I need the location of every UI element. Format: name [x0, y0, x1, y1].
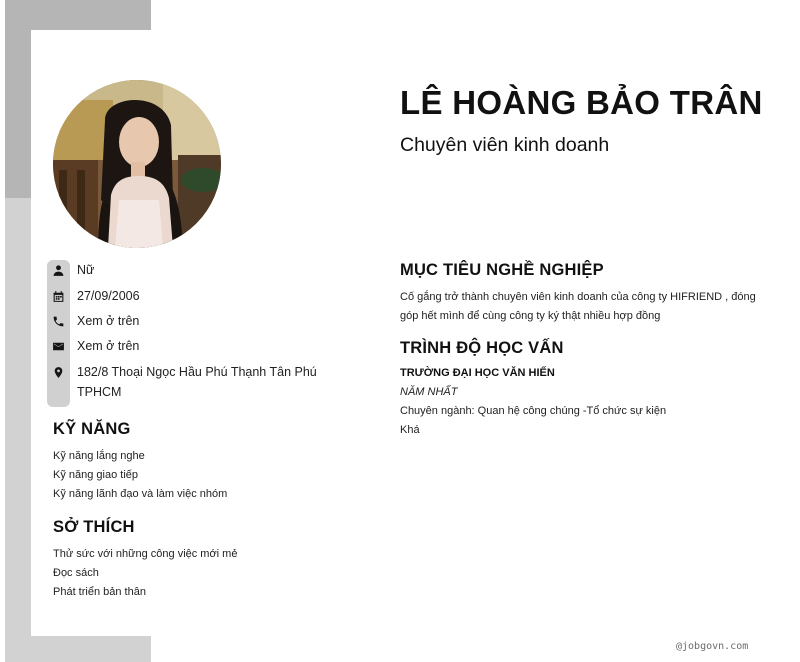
skill-item: Kỹ năng lắng nghe: [53, 450, 145, 462]
hobby-item: Thử sức với những công việc mới mẻ: [53, 548, 238, 560]
school-name: TRƯỜNG ĐẠI HỌC VĂN HIẾN: [400, 367, 555, 379]
hobbies-heading: SỞ THÍCH: [53, 518, 135, 536]
job-title: Chuyên viên kinh doanh: [400, 134, 610, 156]
grade-text: Khá: [400, 424, 420, 436]
address-text-line2: TPHCM: [77, 385, 122, 399]
avatar: [53, 80, 221, 248]
phone-icon: [50, 313, 67, 330]
major-text: Chuyên ngành: Quan hệ công chúng -Tổ chức sự kiện: [400, 405, 667, 417]
watermark: @jobgovn.com: [676, 641, 749, 652]
mail-icon: [50, 338, 67, 355]
avatar-photo: [53, 80, 221, 248]
birthdate-text: 27/09/2006: [77, 289, 140, 303]
hobby-item: Đọc sách: [53, 567, 99, 579]
skills-heading: KỸ NĂNG: [53, 420, 131, 438]
skill-item: Kỹ năng giao tiếp: [53, 469, 139, 481]
study-year: NĂM NHẤT: [400, 386, 458, 398]
skill-item: Kỹ năng lãnh đạo và làm việc nhóm: [53, 488, 228, 500]
education-heading: TRÌNH ĐỘ HỌC VẤN: [400, 339, 564, 357]
person-icon: [50, 262, 67, 279]
email-text: Xem ở trên: [77, 339, 140, 353]
address-text-line1: 182/8 Thoại Ngọc Hầu Phú Thạnh Tân Phú: [77, 365, 317, 379]
phone-text: Xem ở trên: [77, 314, 140, 328]
contact-icon-bar: [47, 260, 70, 407]
candidate-name: LÊ HOÀNG BẢO TRÂN: [400, 84, 763, 121]
hobby-item: Phát triển bản thân: [53, 586, 146, 598]
objective-heading: MỤC TIÊU NGHỀ NGHIỆP: [400, 261, 604, 279]
calendar-icon: [50, 288, 67, 305]
gender-text: Nữ: [77, 263, 95, 277]
location-pin-icon: [50, 364, 67, 381]
objective-text-line2: góp hết mình để cùng công ty ký thật nhiều hợp đồng: [400, 310, 661, 322]
objective-text-line1: Cố gắng trở thành chuyên viên kinh doanh của công ty HIFRIEND , đóng: [400, 291, 756, 303]
